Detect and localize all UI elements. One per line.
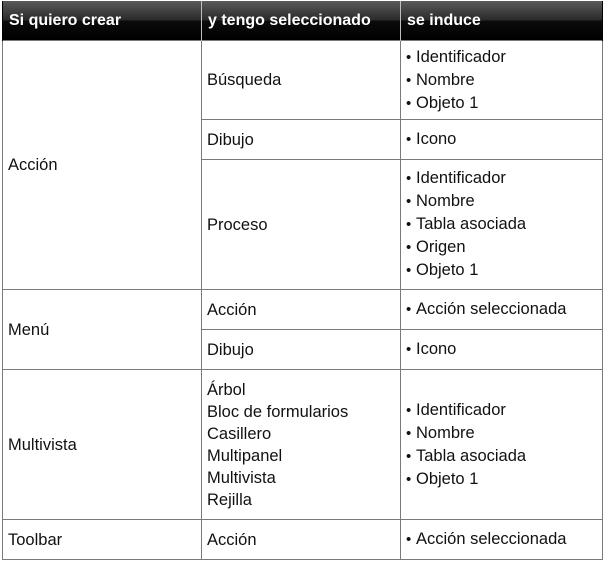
induced-list <box>406 46 597 115</box>
induced-list <box>406 128 597 151</box>
selected-item: Acción <box>207 300 257 319</box>
table-row <box>3 520 603 560</box>
induces-cell <box>401 120 603 160</box>
object-cell: Menú <box>3 290 202 370</box>
induces-cell <box>401 160 603 290</box>
induced-item: • Objeto 1 <box>406 259 597 282</box>
induced-item: • Nombre <box>406 190 597 213</box>
selected-cell <box>202 41 401 120</box>
object-cell: Acción <box>3 41 202 290</box>
induced-list <box>406 338 597 361</box>
selected-cell <box>202 160 401 290</box>
selected-item: Rejilla <box>207 490 252 509</box>
selected-item: Acción <box>207 530 257 549</box>
selected-item: Proceso <box>207 215 268 234</box>
induces-cell <box>401 330 603 370</box>
selected-item: Bloc de formularios <box>207 402 349 421</box>
induced-item: • Nombre <box>406 69 597 92</box>
table-row <box>3 370 603 520</box>
selected-item: Dibujo <box>207 340 254 359</box>
induced-list <box>406 528 597 551</box>
induced-item: • Identificador <box>406 46 597 69</box>
selected-item: Casillero <box>207 424 272 443</box>
table-row <box>3 41 603 120</box>
header-cell-selected: y tengo seleccionado <box>202 1 401 41</box>
selected-cell <box>202 330 401 370</box>
induced-item: • Objeto 1 <box>406 92 597 115</box>
selected-cell <box>202 520 401 560</box>
induced-item: • Acción seleccionada <box>406 298 597 321</box>
header-cell-induces: se induce <box>401 1 603 41</box>
rules-body <box>3 41 603 560</box>
selected-item: Búsqueda <box>207 71 282 89</box>
header-row <box>3 1 603 41</box>
selected-item: Árbol <box>207 380 246 399</box>
table-row <box>3 290 603 330</box>
header-cell-create: Si quiero crear <box>3 1 202 41</box>
induced-list <box>406 399 597 491</box>
induced-item: • Tabla asociada <box>406 213 597 236</box>
induced-item: • Identificador <box>406 399 597 422</box>
selected-cell <box>202 120 401 160</box>
induced-item: • Tabla asociada <box>406 445 597 468</box>
object-cell: Multivista <box>3 370 202 520</box>
induced-item: • Icono <box>406 338 597 361</box>
rules-table <box>2 1 603 560</box>
induced-item: • Origen <box>406 236 597 259</box>
selected-item: Multivista <box>207 468 276 487</box>
selected-item: Multipanel <box>207 446 283 465</box>
induced-item: • Objeto 1 <box>406 468 597 491</box>
induces-cell <box>401 290 603 330</box>
induced-list <box>406 167 597 282</box>
induces-cell <box>401 370 603 520</box>
induced-item: • Identificador <box>406 167 597 190</box>
induced-list <box>406 298 597 321</box>
induces-cell <box>401 41 603 120</box>
selected-cell <box>202 290 401 330</box>
induces-cell <box>401 520 603 560</box>
induced-item: • Nombre <box>406 422 597 445</box>
selected-cell <box>202 370 401 520</box>
object-cell: Toolbar <box>3 520 202 560</box>
selected-item: Dibujo <box>207 130 254 149</box>
induced-item: • Icono <box>406 128 597 151</box>
induced-item: • Acción seleccionada <box>406 528 597 551</box>
